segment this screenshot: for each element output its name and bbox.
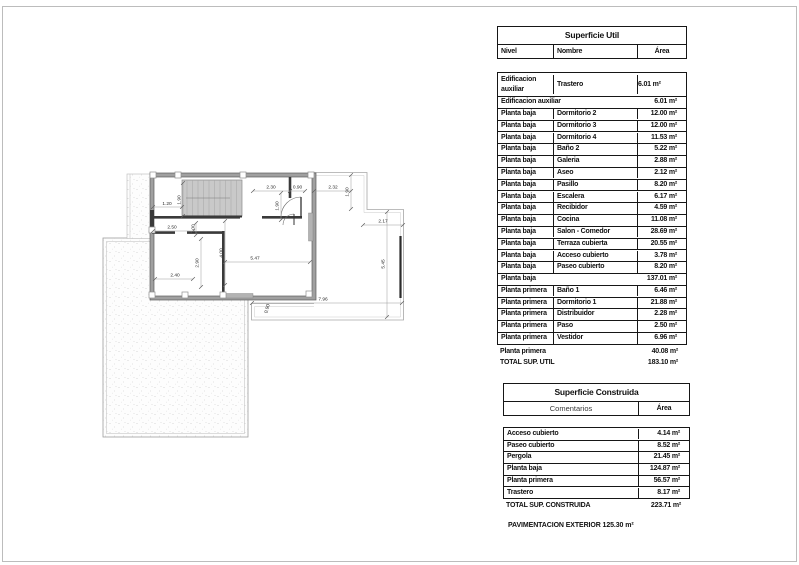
level-cell: Edificacion auxiliar — [501, 98, 561, 106]
dimension-label: 1.90 — [275, 201, 281, 211]
name-cell: Pasillo — [554, 180, 638, 191]
dimension-label: 0.90 — [292, 185, 303, 191]
dimension-label: 1.00 — [191, 224, 197, 234]
table-row — [498, 214, 686, 226]
area-cell: 20.55 m² — [650, 239, 677, 247]
superficie-util-rows — [497, 72, 687, 345]
superficie-construida-title: Superficie Construida — [554, 387, 639, 397]
area-cell: 3.78 m² — [654, 251, 677, 259]
dimension-label: 2.40 — [170, 273, 180, 279]
table-row — [498, 155, 686, 167]
name-cell: Vestidor — [554, 333, 638, 344]
name-cell: Paseo cubierto — [504, 441, 639, 452]
table-row — [504, 428, 689, 440]
name-cell: Terraza cubierta — [554, 239, 638, 250]
name-cell: Acceso cubierto — [504, 429, 639, 440]
area-cell: 6.17 m² — [654, 192, 677, 200]
table-row — [498, 190, 686, 202]
table-row — [498, 332, 686, 344]
total-area: 183.10 m² — [647, 359, 678, 367]
level-cell: Planta baja — [498, 121, 554, 132]
dimension-label: 2.50 — [167, 225, 177, 231]
dimension-label: 1.90 — [177, 195, 183, 205]
col-header-area-2: Área — [656, 405, 672, 412]
total-label: TOTAL SUP. UTIL — [500, 359, 555, 367]
area-cell: 11.53 m² — [650, 133, 677, 141]
staircase — [182, 180, 242, 217]
total-row — [497, 346, 687, 358]
table-row — [498, 143, 686, 155]
area-cell: 2.50 m² — [654, 322, 677, 330]
name-cell: Planta primera — [504, 476, 639, 487]
name-cell: Recibidor — [554, 203, 638, 214]
superficie-construida-table — [503, 383, 690, 512]
area-cell: 56.57 m² — [653, 476, 680, 484]
dimension-label: 1.90 — [345, 187, 351, 197]
dimension-label: 5.47 — [250, 256, 260, 262]
table-row — [498, 202, 686, 214]
subtotal-row — [498, 273, 686, 285]
level-cell: Planta baja — [498, 133, 554, 144]
dimension-label: 0.90 — [264, 303, 272, 315]
name-cell: Trastero — [554, 75, 638, 94]
level-cell: Planta baja — [501, 275, 536, 283]
dimension-label: 2.30 — [266, 185, 276, 191]
dimension-label: 2.17 — [378, 219, 388, 225]
name-cell: Dormitorio 2 — [554, 109, 638, 120]
level-cell: Planta baja — [498, 156, 554, 167]
area-cell: 2.88 m² — [654, 157, 677, 165]
area-cell: 8.20 m² — [654, 263, 677, 271]
table-row — [498, 308, 686, 320]
level-cell: Planta baja — [498, 168, 554, 179]
area-cell: 8.20 m² — [654, 180, 677, 188]
table-row — [504, 475, 689, 487]
level-cell: Planta baja — [498, 180, 554, 191]
area-cell: 8.17 m² — [657, 488, 680, 496]
subtotal-row — [498, 96, 686, 108]
table-row — [504, 463, 689, 475]
dimension-label: 2.32 — [328, 185, 338, 191]
superficie-construida-header — [503, 383, 690, 416]
pavimentacion-footnote: PAVIMENTACION EXTERIOR 125.30 m² — [508, 522, 634, 529]
table-row — [498, 297, 686, 309]
level-cell: Planta primera — [498, 298, 554, 309]
name-cell: Pergola — [504, 452, 639, 463]
table-row — [498, 249, 686, 261]
area-cell: 5.22 m² — [654, 145, 677, 153]
total-label: TOTAL SUP. CONSTRUIDA — [506, 502, 591, 510]
table-row — [498, 167, 686, 179]
col-header-area: Área — [654, 48, 670, 55]
level-cell: Planta baja — [498, 215, 554, 226]
level-cell: Planta baja — [498, 251, 554, 262]
col-header-nivel: Nivel — [498, 45, 554, 58]
table-row — [498, 108, 686, 120]
total-label: Planta primera — [500, 347, 546, 355]
table-row — [498, 131, 686, 143]
table-row — [498, 238, 686, 250]
area-cell: 12.00 m² — [650, 109, 677, 117]
area-cell: 4.14 m² — [657, 429, 680, 437]
left-terrace-strip — [127, 174, 152, 239]
name-cell: Baño 1 — [554, 286, 638, 297]
table-row — [498, 261, 686, 273]
superficie-util-header — [497, 26, 687, 59]
area-cell: 4.59 m² — [654, 204, 677, 212]
table-row — [498, 285, 686, 297]
level-cell: Planta primera — [498, 321, 554, 332]
area-cell: 21.88 m² — [650, 298, 677, 306]
table-row — [498, 120, 686, 132]
table-row — [504, 486, 689, 498]
name-cell: Dormitorio 4 — [554, 133, 638, 144]
table-row — [498, 73, 686, 96]
level-cell: Planta baja — [498, 144, 554, 155]
area-cell: 137.01 m² — [646, 275, 677, 283]
area-cell: 21.45 m² — [653, 453, 680, 461]
superficie-util-table — [497, 26, 687, 369]
name-cell: Escalera — [554, 192, 638, 203]
name-cell: Baño 2 — [554, 144, 638, 155]
level-cell: Planta baja — [498, 239, 554, 250]
floor-plan — [90, 160, 420, 450]
table-row — [504, 451, 689, 463]
dimension-label: 1.20 — [162, 202, 172, 207]
col-header-comentarios: Comentarios — [504, 402, 639, 415]
dimension-label: 7.96 — [318, 297, 328, 303]
name-cell: Trastero — [504, 488, 639, 499]
area-cell: 11.08 m² — [650, 216, 677, 224]
name-cell: Planta baja — [504, 464, 639, 475]
table-row — [498, 179, 686, 191]
area-cell: 2.28 m² — [654, 310, 677, 318]
col-header-nombre: Nombre — [554, 45, 638, 58]
name-cell: Distribuidor — [554, 309, 638, 320]
level-cell: Planta baja — [498, 192, 554, 203]
area-cell: 28.69 m² — [650, 227, 677, 235]
name-cell: Dormitorio 1 — [554, 298, 638, 309]
name-cell: Acceso cubierto — [554, 251, 638, 262]
window-right-wall — [309, 213, 314, 241]
level-cell: Planta primera — [498, 333, 554, 344]
superficie-construida-total — [503, 500, 690, 512]
name-cell: Galeria — [554, 156, 638, 167]
level-cell: Planta baja — [498, 262, 554, 273]
level-cell: Edificacion auxiliar — [498, 75, 554, 94]
area-cell: 2.12 m² — [654, 168, 677, 176]
name-cell: Salon - Comedor — [554, 227, 638, 238]
level-cell: Planta baja — [498, 227, 554, 238]
level-cell: Planta primera — [498, 309, 554, 320]
name-cell: Paso — [554, 321, 638, 332]
area-cell: 6.96 m² — [654, 334, 677, 342]
superficie-util-title: Superficie Util — [564, 30, 620, 40]
window-bottom-wall — [225, 294, 253, 299]
name-cell: Cocina — [554, 215, 638, 226]
total-row — [503, 500, 690, 512]
name-cell: Paseo cubierto — [554, 262, 638, 273]
level-cell: Planta baja — [498, 109, 554, 120]
area-cell: 12.00 m² — [650, 121, 677, 129]
table-row — [504, 440, 689, 452]
level-cell: Planta baja — [498, 203, 554, 214]
table-row — [498, 226, 686, 238]
total-area: 40.08 m² — [651, 347, 678, 355]
total-row — [497, 357, 687, 369]
area-cell: 6.46 m² — [654, 286, 677, 294]
dimension-label: 5.45 — [381, 259, 387, 269]
dimension-label: 2.90 — [195, 258, 201, 268]
name-cell: Dormitorio 3 — [554, 121, 638, 132]
area-cell: 6.01 m² — [638, 80, 661, 88]
area-cell: 6.01 m² — [654, 98, 677, 106]
total-area: 223.71 m² — [650, 502, 681, 510]
table-row — [498, 320, 686, 332]
superficie-util-totals — [497, 346, 687, 369]
dimension-label: 4.00 — [219, 248, 225, 258]
area-cell: 124.87 m² — [649, 465, 680, 473]
name-cell: Aseo — [554, 168, 638, 179]
area-cell: 8.52 m² — [657, 441, 680, 449]
superficie-construida-rows — [503, 427, 690, 499]
level-cell: Planta primera — [498, 286, 554, 297]
